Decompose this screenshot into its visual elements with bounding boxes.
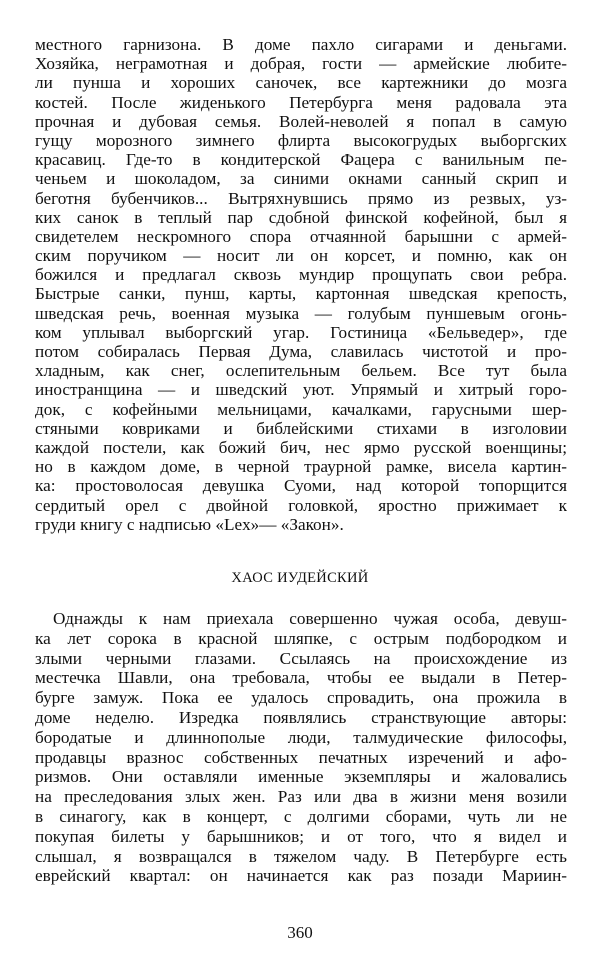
paragraph-chaos-judaic <box>35 609 567 886</box>
text-line: шведская речь, военная музыка — голубым пуншевым огонь- <box>35 303 567 323</box>
text-line: бородатые и длиннополые люди, талмудические философы, <box>35 727 567 747</box>
text-line: местного гарнизона. В доме пахло сигарами и деньгами. <box>35 35 567 54</box>
text-line: ским поручиком — носит ли он корсет, и помню, как он <box>35 246 567 266</box>
text-line: груди книгу с надписью «Lex»— «Закон». <box>35 514 344 534</box>
page-number: 360 <box>287 923 313 942</box>
text-line: ли пунша и хороших саночек, все картежники до мозга <box>35 73 567 93</box>
text-line: божился и предлагал сквозь мундир прощупать свои ребра. <box>35 265 567 285</box>
text-line: на преследования злых жен. Раз или два в жизни меня возили <box>35 787 567 807</box>
text-line: костей. После жиденького Петербурга меня радовала эта <box>35 92 567 112</box>
text-line: стяными ковриками и библейскими стихами в изголовии <box>35 418 567 438</box>
text-line: Быстрые санки, пунш, карты, картонная шведская крепость, <box>35 284 567 304</box>
text-line: сердитый орел с двойной головкой, яростно прижимает к <box>35 495 567 515</box>
text-line: хладным, как снег, ослепительным бельем. Все тут была <box>35 361 567 381</box>
text-line: покупая билеты у барышников; и от того, что я видел и <box>35 826 567 846</box>
text-line: беготня бубенчиков... Вытряхнувшись прямо из резвых, уз- <box>35 188 567 208</box>
text-line: прочная и дубовая семья. Волей-неволей я попал в самую <box>35 111 567 131</box>
paragraph-continued <box>35 35 567 534</box>
text-line: ризмов. Они оставляли именные экземпляры и жаловались <box>35 767 567 787</box>
text-line: док, с кофейными мельницами, качалками, гарусными шер- <box>35 399 567 419</box>
text-line: каждой постели, как божий бич, нес ярмо русской военщины; <box>35 437 567 457</box>
text-line: красавиц. Где-то в кондитерской Фацера с ванильным пе- <box>35 150 567 170</box>
text-line: местечка Шавли, она требовала, чтобы ее выдали в Петер- <box>35 668 567 688</box>
text-line: продавцы вразнос собственных печатных изречений и афо- <box>35 747 567 767</box>
text-line: Однажды к нам приехала совершенно чужая особа, девуш- <box>53 609 567 628</box>
text-line: ка: простоволосая девушка Суоми, над которой топорщится <box>35 476 567 496</box>
text-line: доме неделю. Изредка появлялись странствующие авторы: <box>35 707 567 727</box>
text-line: потом собиралась Первая Дума, славилась чистотой и про- <box>35 342 567 361</box>
section-heading: ХАОС ИУДЕЙСКИЙ <box>231 570 369 586</box>
text-line: ком уплывал выборгский угар. Гостиница «Бельведер», где <box>35 322 567 342</box>
text-line: ка лет сорока в красной шляпке, с острым подбородком и <box>35 628 567 648</box>
text-line: слышал, я возвращался в тяжелом чаду. В Петербурге есть <box>35 846 567 866</box>
text-line: но в каждом доме, в черной траурной рамке, висела картин- <box>35 457 567 477</box>
text-line: Хозяйка, неграмотная и добрая, гости — армейские любите- <box>35 54 567 74</box>
text-line: еврейский квартал: он начинается как раз позади Мариин- <box>35 866 567 886</box>
text-line: иностранщина — и шведский уют. Упрямый и хитрый горо- <box>35 380 567 400</box>
text-line: злыми черными глазами. Ссылаясь на происхождение из <box>35 648 567 668</box>
text-line: свидетелем нескромного спора отчаянной барышни с армей- <box>35 226 567 246</box>
text-line: в синагогу, как в концерт, с долгими сборами, чуть ли не <box>35 806 567 826</box>
text-line: гущу морозного зимнего флирта высокогрудых выборгских <box>35 130 567 150</box>
text-line: ченьем и шоколадом, за синими окнами санный скрип и <box>35 169 567 189</box>
text-line: бурге замуж. Пока ее удалось спровадить, она прожила в <box>35 688 567 708</box>
text-line: ких санок в теплый пар сдобной финской кофейной, был я <box>35 207 567 227</box>
